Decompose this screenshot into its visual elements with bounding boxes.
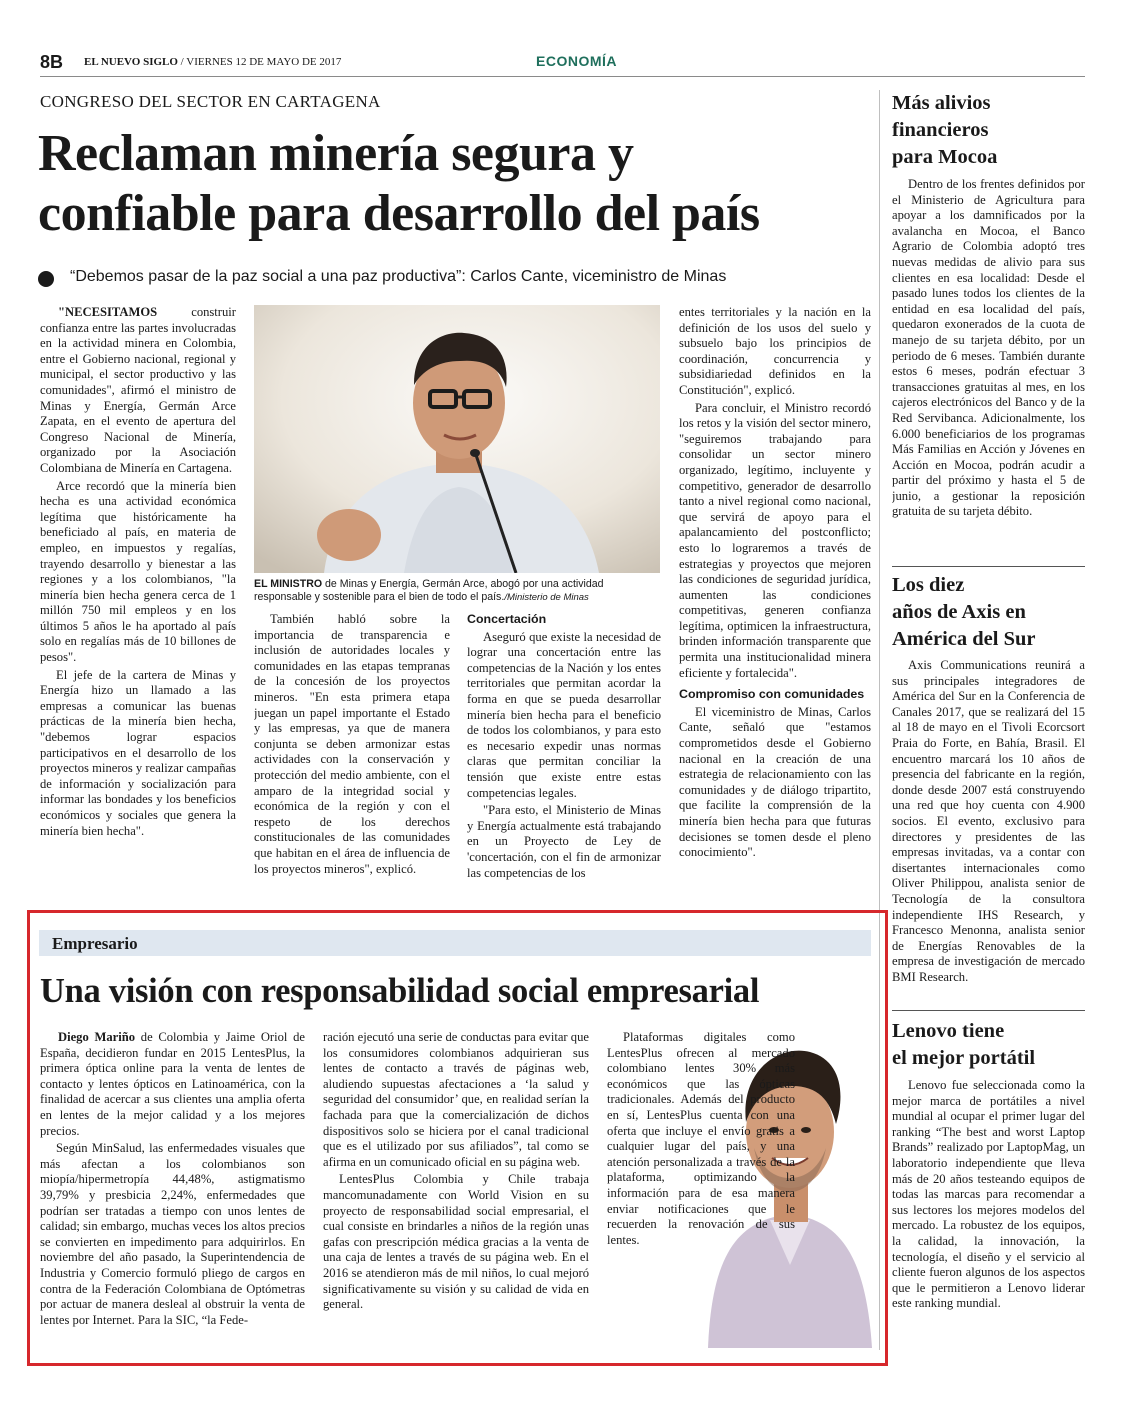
article-column-2 xyxy=(254,612,450,909)
lead-name: Diego Mariño xyxy=(58,1030,136,1044)
sidebar-title-mocoa: Más alivios financieros para Mocoa xyxy=(892,92,998,168)
paragraph: También habló sobre la importancia de transparencia e inclusión de autoridades locales y comunidades en las etapas tempranas de la concesión de los proyectos mineros. "En esta primera etapa juegan un papel importante el Estado y las empresas, ya que de manera conjunta se deben armonizar estas actividades con la conservación y protección del medio ambiente, con el amparo de la integridad social y económica de la región y con el respeto de los derechos constitucionales de las comunidades que habitan en el área de influencia de los proyectos mineros", explicó. xyxy=(254,612,450,876)
sidebar-separator xyxy=(892,566,1085,567)
paragraph: entes territoriales y la nación en la definición de los usos del suelo y subsuelo bajo los principios de coordinación, concurrencia y subsidiariedad definidos en la Constitución", explicó. xyxy=(679,305,871,397)
bullet-icon xyxy=(38,271,54,287)
caption-lead: EL MINISTRO xyxy=(254,578,323,590)
headline-line-1: Reclaman minería segura y xyxy=(38,125,634,182)
sidebar-title-lenovo: Lenovo tiene el mejor portátil xyxy=(892,1020,1036,1069)
box-column-3 xyxy=(607,1030,795,1352)
paragraph: ración ejecutó una serie de conductas para evitar que los consumidores colombianos adquirieran sus lentes de contacto a través de páginas web, aludiendo supuestas afectaciones a ‘la salud y seguridad del consumidor’ que, en realidad serían la fachada para que la comercialización de dichos dispositivos solo se hiciera por el canal tradicional que es el utilizado por sus afiliados”, tal como se afirma en un comunicado oficial en su página web. xyxy=(323,1030,589,1169)
sidebar-body-mocoa xyxy=(892,177,1085,561)
article-column-4 xyxy=(679,305,871,909)
box-label-bar xyxy=(39,930,871,956)
paragraph: LentesPlus Colombia y Chile trabaja mancomunadamente con World Vision en su proyecto de responsabilidad social empresarial, el cual consiste en brindarles a niños de la región unas gafas con prescripción médica gracias a la venta de una caja de lentes a través de su página web. En el 2016 se atendieron más de mil niños, lo cual mejoró significativamente su visión y su calidad de vida en general. xyxy=(323,1172,589,1312)
page-number: 8B xyxy=(40,52,64,72)
minister-photo xyxy=(254,305,660,573)
sidebar-body-axis xyxy=(892,658,1085,1004)
photo-credit: /Ministerio de Minas xyxy=(504,592,589,603)
sidebar-body-lenovo xyxy=(892,1078,1085,1350)
paper-title: EL NUEVO SIGLO xyxy=(84,56,178,68)
section-heading: Concertación xyxy=(467,612,547,626)
paper-name: EL NUEVO SIGLO / VIERNES 12 DE MAYO DE 2017 xyxy=(84,56,342,68)
article-kicker: CONGRESO DEL SECTOR EN CARTAGENA xyxy=(40,92,381,111)
paragraph: "NECESITAMOS construir confianza entre las partes involucradas en la actividad minera en Colombia, entre el Gobierno nacional, regional y municipal, el sector productivo y las comunidades", afirmó el ministro de Minas y Energía, Germán Arce Zapata, en el evento de apertura del Congreso Nacional de Minería, organizado por la Asociación Colombiana de Minería en Cartagena. xyxy=(40,305,236,475)
paragraph: "Para esto, el Ministerio de Minas y Energía actualmente está trabajando en un Proyecto de Ley de 'concertación, con el fin de armonizar las competencias de los xyxy=(467,803,661,880)
paragraph: El jefe de la cartera de Minas y Energía hizo un llamado a las empresas a comunicar las buenas prácticas de la minería bien hecha, "debemos lograr espacios participativos en el desarrollo de los proyectos mineros y realizar campañas de información y socialización para informar las bondades y los beneficios económicos y sociales que genera la minería bien hecha". xyxy=(40,667,236,838)
paragraph: Dentro de los frentes definidos por el Ministerio de Agricultura para apoyar a los damnificados por la avalancha en Mocoa, el Banco Agrario de Colombia adoptó tres nuevas medidas de alivio para sus clientes en esa localidad: Desde el pasado lunes todos los clientes de la entidad en esa localidad del país, quedaron exonerados de la cuota de manejo de su tarjeta débito, por un periodo de 6 meses. También durante estos 6 meses, podrán efectuar 3 transacciones gratuitas al mes, en los cajeros electrónicos del Banco y de la Red Servibanca. Adicionalmente, los 6.000 beneficiarios de los programas Más Familias en Acción y Jóvenes en Acción en Mocoa, podrán acudir a partir del próximo y hasta el 5 de junio, a gestionar la reposición gratuita de su tarjeta débito. xyxy=(892,177,1085,519)
paragraph: Lenovo fue seleccionada como la mejor marca de portátiles a nivel mundial al ocupar el primer lugar del ranking “The best and worst Laptop Brands” realizado por LaptopMag, un laboratorio independiente que lleva más de 20 años testeando equipos de todas las marcas para recomendar a sus lectores los mejores modelos del mercado. La robustez de los equipos, la calidad, la innovación, la tecnología, el diseño y el servicio al cliente fueron algunos de los aspectos que le permitieron a Lenovo liderar este ranking mundial. xyxy=(892,1078,1085,1311)
article-column-1 xyxy=(40,305,236,909)
section-name: ECONOMÍA xyxy=(536,53,617,69)
headline-line-2: confiable para desarrollo del país xyxy=(38,185,760,242)
sidebar-separator xyxy=(892,1010,1085,1011)
paragraph: Según MinSalud, las enfermedades visuales que más afectan a los colombianos son miopía/hipermetropía 44,48%, astigmatismo 39,79% y presbicia 2,24%, enfermedades que podrían ser tratadas a tiempo con unos lentes de calidad; sin embargo, muchas veces los altos precios se convierten en impedimento para adquirirlos. En noviembre del año pasado, la Superintendencia de Industria y Comercio formuló pliego de cargos en contra de la Federación Colombiana de Optómetras por actuar de manera desleal al obstruir la venta de lentes por Internet. Para la SIC, “la Fede- xyxy=(40,1141,305,1327)
paragraph: Plataformas digitales como LentesPlus ofrecen al mercado colombiano lentes 30% más económicos que las ópticas tradicionales. Además del producto en sí, LentesPlus cuenta con una oferta que incluye el envío gratis a cualquier lugar del país, y una atención personalizada a través de la plataforma, optimizando la información para de esa manera enviar notificaciones que le recuerden la renovación de sus lentes. xyxy=(607,1030,795,1247)
paragraph: El viceministro de Minas, Carlos Cante, señaló que "estamos comprometidos desde el Gobierno nacional en la creación de una estrategia de relacionamiento con las comunidades y de diálogo tripartito, que facilite la comprensión de la minería bien hecha para que futuras decisiones se tomen desde el pleno conocimiento". xyxy=(679,704,871,860)
box-column-2 xyxy=(323,1030,589,1352)
paragraph: Diego Mariño de Colombia y Jaime Oriol de España, decidieron fundar en 2015 LentesPlus, la primera óptica online para la venta de lentes de contacto y lentes ópticos en Latinoamérica, con la finalidad de acercar a sus clientes una amplia oferta en lentes de la mejor calidad y a los mejores precios. xyxy=(40,1030,305,1138)
article-headline xyxy=(38,124,868,244)
article-column-3 xyxy=(467,612,661,909)
box-headline: Una visión con responsabilidad social empresarial xyxy=(40,972,760,1010)
sidebar-title-axis: Los diez años de Axis en América del Sur xyxy=(892,574,1036,650)
paragraph: Axis Communications reunirá a sus principales integradores de América del Sur en la Conferencia de Canales 2017, que se realizará del 15 al 18 de mayo en el Tivoli Ecorcsort Praia do Forte, en Bahía, Brasil. El encuentro marcará los 10 años de presencia del fabricante en la región, donde desde 2007 está construyendo una red que hoy cuenta con 4.900 socios. El evento, exclusivo para directores y presidentes de las empresas invitadas, va a contar con disertantes internacionales como Oliver Philippou, analista senior de Tecnología de la consultora independiente IHS Research, y Francesco Menonna, analista senior de Energías Renovables de la empresa de investigación de mercado BMI Research. xyxy=(892,658,1085,984)
paragraph: Para concluir, el Ministro recordó los retos y la visión del sector minero, "seguiremos trabajando para consolidar un sector minero organizado, legítimo, incluyente y competitivo, generador de desarrollo tanto a nivel regional como nacional, que servirá de apoyo para el apalancamiento del postconflicto; esto lo lograremos a través de estrategias y proyectos que mejoren las condiciones de seguridad jurídica, aumenten las condiciones competitivas, generen confianza legítima, optimicen la infraestructura, brinden información transparente que permita una institucionalidad minera eficiente y fortalecida". xyxy=(679,400,871,680)
box-label: Empresario xyxy=(52,934,138,953)
article-subhead: “Debemos pasar de la paz social a una paz productiva”: Carlos Cante, viceministro de Minas xyxy=(70,268,727,285)
section-heading: Compromiso con comunidades xyxy=(679,687,865,702)
issue-date: VIERNES 12 DE MAYO DE 2017 xyxy=(186,56,342,68)
photo-caption: EL MINISTRO de Minas y Energía, Germán Arce, abogó por una actividad responsable y sostenible para el bien de todo el país./Ministerio de Minas xyxy=(254,578,604,603)
lead-word: "NECESITAMOS xyxy=(58,305,158,319)
box-column-1 xyxy=(40,1030,305,1352)
masthead xyxy=(40,50,1085,77)
paragraph: Aseguró que existe la necesidad de lograr una concertación entre las competencias de la Nación y los entes territoriales que permitan acordar la forma en que se pueda desarrollar minería bien hecha para el beneficio de todos los colombianos, y para esto es necesario expedir unas normas claras que permitan conciliar la tensión que existe entre estas competencias legales. xyxy=(467,629,661,800)
paragraph: Arce recordó que la minería bien hecha es una actividad económica legítima que históricamente ha beneficiado al país, en materia de empleo, en impuestos y regalías, trayendo desarrollo y bienestar a las regiones y a los colombianos, "la minería bien hecha genera cerca de 1 millón 750 mil empleos y en los últimos 5 años le ha aportado al país solo en regalías más de 10 billones de pesos". xyxy=(40,478,236,665)
